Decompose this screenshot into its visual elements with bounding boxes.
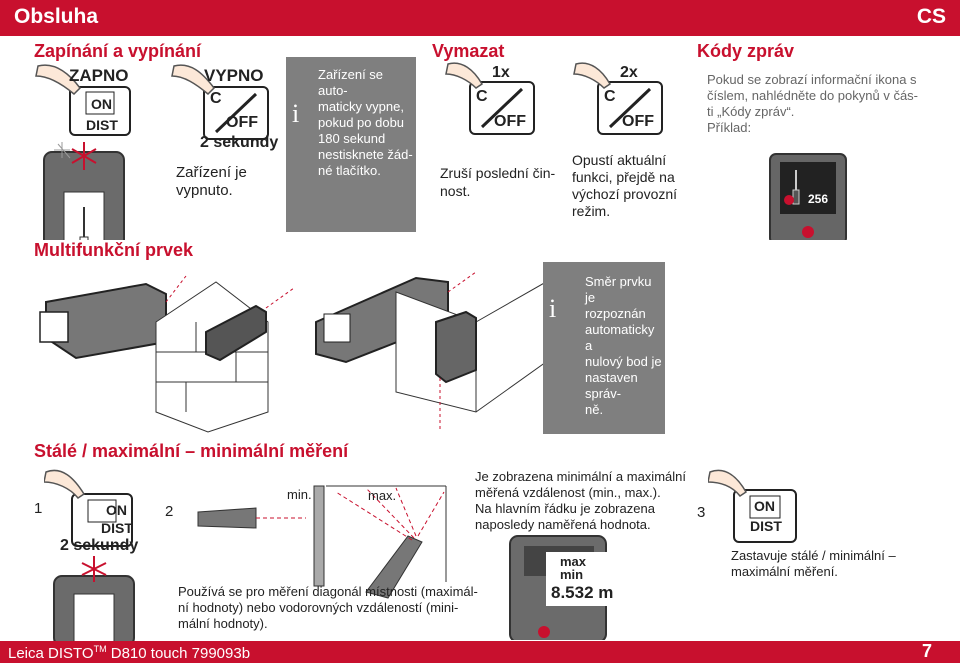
minmax-on-key-2: DIST [101, 520, 133, 536]
power-hold-time: 2 sekundy [200, 134, 279, 151]
power-section-title: Zapínání a vypínání [34, 41, 202, 61]
minmax-section-title: Stálé / maximální – minimální měření [34, 441, 349, 461]
screen-min: min [560, 567, 584, 582]
off-key-off: OFF [226, 114, 258, 131]
clear-section-title: Vymazat [432, 41, 505, 61]
step-1: 1 [34, 500, 43, 517]
screen-max: max [560, 554, 587, 569]
footer-bar [0, 641, 960, 663]
clear-key-off-2: OFF [622, 113, 654, 130]
clear-twice-label: 2x [620, 64, 638, 81]
clear-twice-text: Opustí aktuální funkci, přejdě na výchozí provozní režim. [572, 152, 678, 219]
power-off-text: Zařízení je vypnuto. [176, 164, 247, 199]
clear-key-off-1: OFF [494, 113, 526, 130]
off-key-c: C [210, 90, 222, 107]
stop-on-key: ON [754, 498, 775, 514]
auto-off-text: Zařízení se auto- maticky vypne, pokud po dobu 180 sekund nestisknete žád- né tlačítko. [318, 67, 413, 178]
step-2: 2 [165, 503, 174, 520]
clear-key-c-2: C [604, 88, 616, 105]
info-icon: i [292, 99, 300, 128]
clear-once-text: Zruší poslední čin- nost. [440, 165, 556, 199]
minmax-stop-text: Zastavuje stálé / minimální – maximální měření. [731, 548, 896, 579]
stop-on-key-2: DIST [750, 518, 782, 534]
page-number: 7 [921, 641, 932, 661]
max-label: max. [368, 488, 397, 503]
info-icon: i [549, 294, 557, 323]
clear-key-c-1: C [476, 88, 488, 105]
power-on-label: ZAPNO [69, 66, 129, 85]
on-key-text: ON [91, 96, 112, 112]
clear-once-label: 1x [492, 64, 510, 81]
auto-off-note [286, 57, 416, 232]
multi-info-note [543, 262, 665, 434]
codes-section-title: Kódy zpráv [697, 41, 795, 61]
step-3: 3 [697, 504, 706, 521]
minmax-usage-text: Používá se pro měření diagonál místnosti (maximál- ní hodnoty) nebo vodorovných vzdáleností (mini- mální hodnoty). [178, 584, 478, 631]
screen-value: 8.532 m [551, 583, 614, 602]
min-label: min. [287, 487, 312, 502]
multi-section-title: Multifunkční prvek [34, 240, 194, 260]
codes-example-code: 256 [808, 192, 829, 206]
on-key-text-2: DIST [86, 117, 118, 133]
codes-text: Pokud se zobrazí informační ikona s číslem, nahlédněte do pokynů v čás- ti „Kódy zpráv“. Příklad: [707, 72, 919, 135]
power-off-label: VYPNO [204, 66, 264, 85]
minmax-display-text: Je zobrazena minimální a maximální měřená vzdálenost (min., max.). Na hlavním řádku je zobrazena naposledy naměřená hodnota. [475, 469, 686, 532]
header-bar [0, 0, 960, 36]
minmax-hold-time: 2 sekundy [60, 537, 139, 554]
page-title: Obsluha [14, 5, 99, 28]
multi-illustration [36, 262, 546, 434]
footer-product: Leica DISTO™ D810 touch 799093b [8, 644, 251, 662]
language-code: CS [916, 5, 946, 28]
multi-info-text: Směr prvku je rozpoznán automaticky a nulový bod je nastaven správ- ně. [585, 274, 662, 417]
minmax-on-key: ON [106, 502, 127, 518]
